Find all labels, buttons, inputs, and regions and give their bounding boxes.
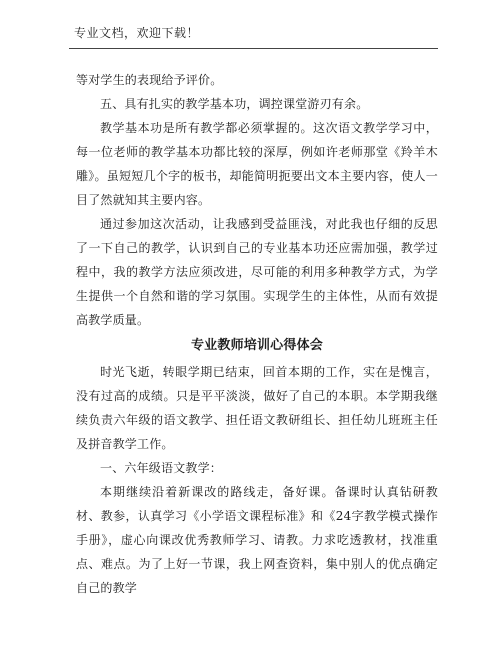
paragraph: 本期继续沿着新课改的路线走，备好课。备课时认真钻研教材、教参，认真学习《小学语文课程标准》和《24字教学模式操作手册》，虚心向课改优秀教师学习、请教。力求吃透教材，找准重点、难点。为了上好一节课，我上网查资料，集中别人的优点确定自己的教学 [76,485,438,595]
section-heading: 专业教师培训心得体会 [190,338,323,353]
paragraph: 通过参加这次活动，让我感到受益匪浅，对此我也仔细的反思了一下自己的教学，认识到自己的专业基本功还应需加强，教学过程中，我的教学方法应须改进，尽可能的利用多种教学方式，为学生提供一个自然和谐的学习氛围。实现学生的主体性，从而有效提高教学质量。 [76,217,438,327]
paragraph: 一、六年级语文教学： [100,461,223,475]
paragraph: 五、具有扎实的教学基本功，调控课堂游刃有余。 [100,97,369,111]
paragraph: 时光飞逝，转眼学期已结束，回首本期的工作，实在是愧言，没有过高的成绩。只是平平淡淡，做好了自己的本职。本学期我继续负责六年级的语文教学、担任语文教研组长、担任幼儿班班主任及拼音教学工作。 [76,365,438,451]
header-divider [69,48,438,49]
paragraph: 等对学生的表现给予评价。 [76,73,223,87]
document-body [76,68,438,600]
page-header: 专业文档，欢迎下载！ [74,26,200,40]
paragraph: 教学基本功是所有教学都必须掌握的。这次语文教学学习中，每一位老师的教学基本功都比较的深厚，例如许老师那堂《羚羊木雕》。虽短短几个字的板书，却能简明扼要出文本主要内容，使人一目了然就知其主要内容。 [76,121,438,207]
